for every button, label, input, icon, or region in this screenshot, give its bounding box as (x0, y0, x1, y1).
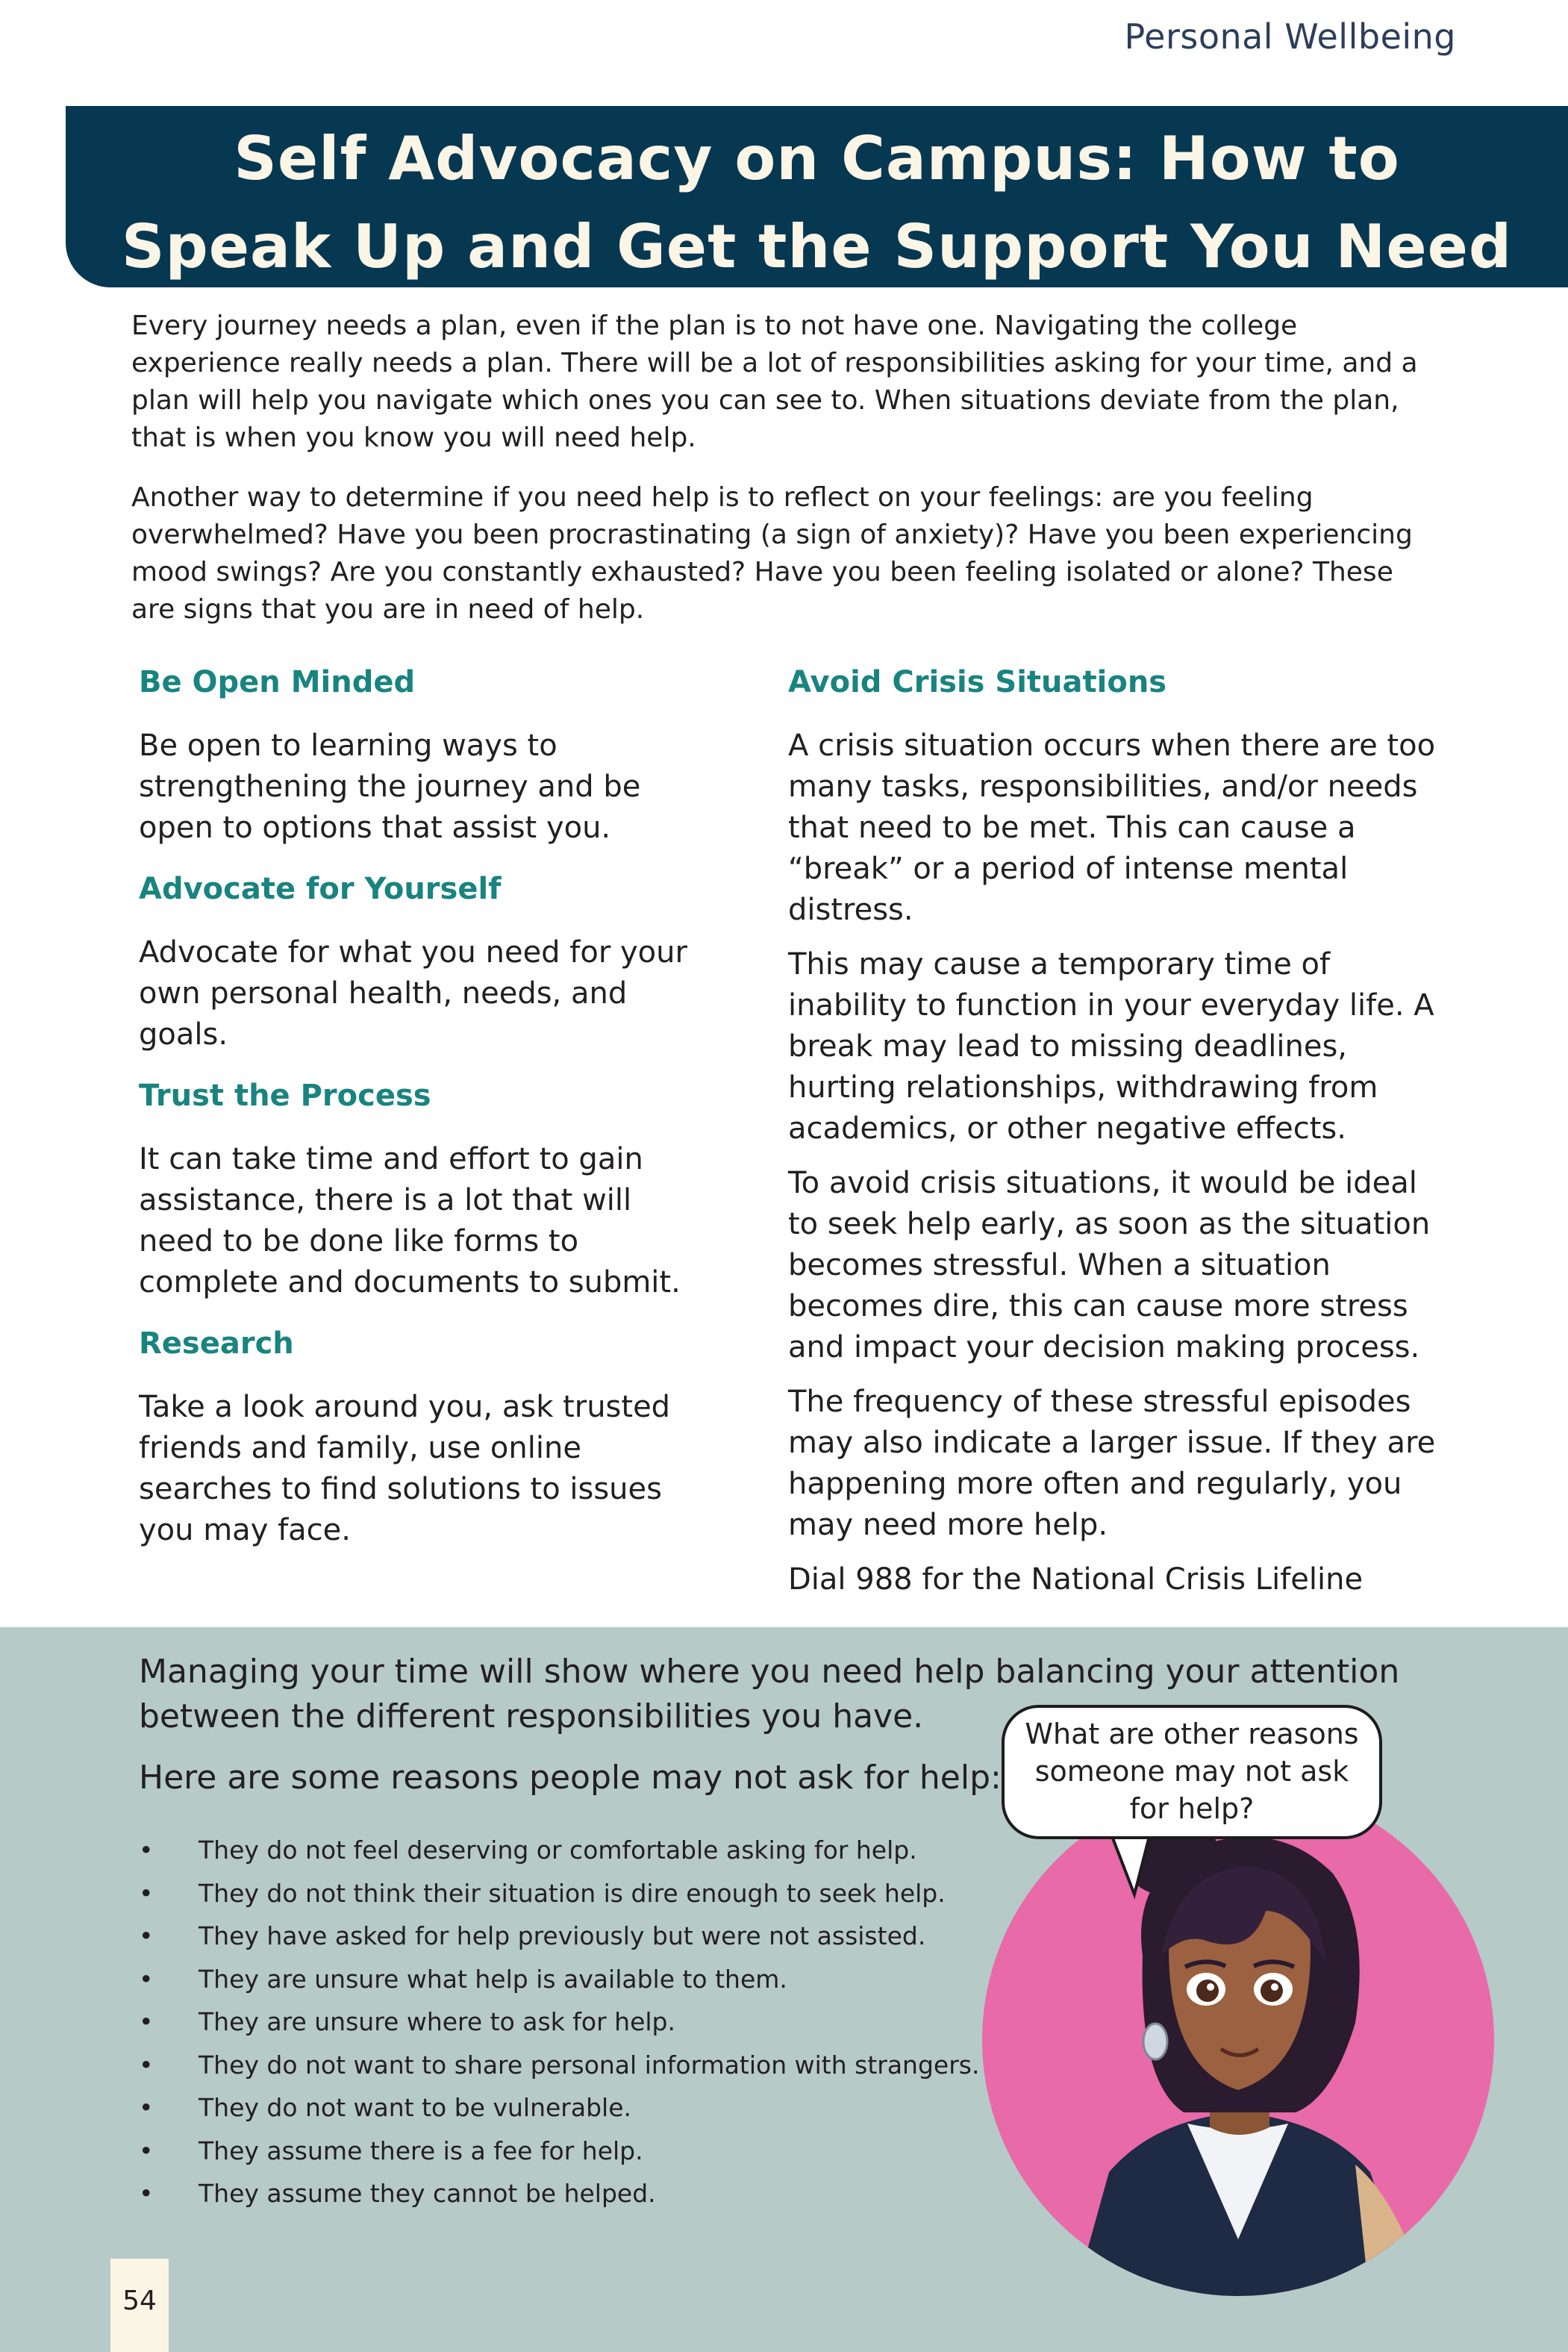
bullet: • (139, 2179, 154, 2208)
crisis-paragraph-2: This may cause a temporary time of inability to function in your everyday life. A break may lead to missing deadlines, hurting relationships, withdrawing from academics, or other negative effects. (788, 947, 1434, 1146)
heading-trust-the-process: Trust the Process (139, 1079, 431, 1113)
list-item: • They are unsure where to ask for help. (139, 2000, 997, 2044)
intro-paragraph-1: Every journey needs a plan, even if the plan is to not have one. Navigating the college experience really needs a plan. There will be a lot of responsibilities asking for your time, and a plan will help you navigate which ones you can see to. When situations deviate from the plan, that is when you know you will need help. (131, 311, 1418, 453)
page-title-line-2: Speak Up and Get the Support You Need (121, 212, 1513, 281)
list-item: • They have asked for help previously but were not assisted. (139, 1915, 997, 1958)
speech-bubble-line-1: What are other reasons (1025, 1718, 1359, 1750)
list-item: • They do not think their situation is dire enough to seek help. (139, 1872, 997, 1915)
bullet: • (139, 1878, 154, 1908)
title-banner (66, 106, 1568, 287)
heading-be-open-minded: Be Open Minded (139, 665, 416, 699)
crisis-paragraph-1: A crisis situation occurs when there are too many tasks, responsibilities, and/or needs that need to be met. This can cause a “break” or a period of intense mental distress. (788, 729, 1436, 927)
body-advocate-for-yourself: Advocate for what you need for your own personal health, needs, and goals. (139, 935, 687, 1052)
speech-bubble-line-2: someone may not ask (1034, 1755, 1349, 1788)
heading-research: Research (139, 1326, 294, 1361)
bullet: • (139, 2093, 154, 2122)
list-item: • They do not want to be vulnerable. (139, 2086, 997, 2130)
page-title-line-1: Self Advocacy on Campus: How to (234, 124, 1400, 193)
speech-bubble-tail (1105, 1835, 1164, 1902)
section-label: Personal Wellbeing (1124, 16, 1456, 57)
speech-bubble (1002, 1705, 1382, 1839)
intro-paragraph-2: Another way to determine if you need help is to reflect on your feelings: are you feeling overwhelmed? Have you been procrastinating (a sign of anxiety)? Have you been experiencing mood swings? Are you constantly exhausted? Have you been feeling isolated or alone? These are signs that you are in need of help. (131, 482, 1413, 625)
page-title (66, 115, 1568, 291)
body-be-open-minded: Be open to learning ways to strengthening the journey and be open to options that assist you. (139, 729, 641, 845)
bullet: • (139, 1835, 154, 1865)
bullet: • (139, 2007, 154, 2036)
bullet: • (139, 2136, 154, 2165)
list-item: • They assume they cannot be helped. (139, 2172, 997, 2215)
bullet: • (139, 2050, 154, 2080)
body-research: Take a look around you, ask trusted friends and family, use online searches to find solutions to issues you may face. (139, 1390, 671, 1547)
crisis-lifeline: Dial 988 for the National Crisis Lifeline (788, 1562, 1364, 1597)
right-column (788, 655, 1445, 1614)
list-item: • They assume there is a fee for help. (139, 2130, 997, 2173)
list-item: • They do not feel deserving or comfortable asking for help. (139, 1829, 997, 1872)
body-trust-the-process: It can take time and effort to gain assistance, there is a lot that will need to be done like forms to complete and documents to submit. (139, 1142, 681, 1300)
bullet: • (139, 1964, 154, 1994)
time-management-lead: Managing your time will show where you need help balancing your attention between the different responsibilities you have. (139, 1653, 1400, 1735)
page-number: 54 (122, 2286, 157, 2316)
reasons-title: Here are some reasons people may not ask for help: (139, 1759, 1002, 1797)
heading-avoid-crisis-situations: Avoid Crisis Situations (788, 665, 1167, 699)
student-character-illustration (982, 1784, 1494, 2296)
list-item: • They are unsure what help is available to them. (139, 1958, 997, 2001)
reasons-list (139, 1829, 997, 2215)
crisis-paragraph-4: The frequency of these stressful episodes may also indicate a larger issue. If they are happening more often and regularly, you may need more help. (788, 1385, 1436, 1542)
bullet: • (139, 1921, 154, 1950)
heading-advocate-for-yourself: Advocate for Yourself (139, 872, 502, 906)
speech-bubble-line-3: for help? (1129, 1792, 1255, 1825)
left-column (139, 655, 713, 1565)
crisis-paragraph-3: To avoid crisis situations, it would be ideal to seek help early, as soon as the situation becomes stressful. When a situation becomes dire, this can cause more stress and impact your decision making process. (788, 1166, 1431, 1364)
page-number-tab (110, 2259, 169, 2352)
list-item: • They do not want to share personal information with strangers. (139, 2044, 997, 2087)
